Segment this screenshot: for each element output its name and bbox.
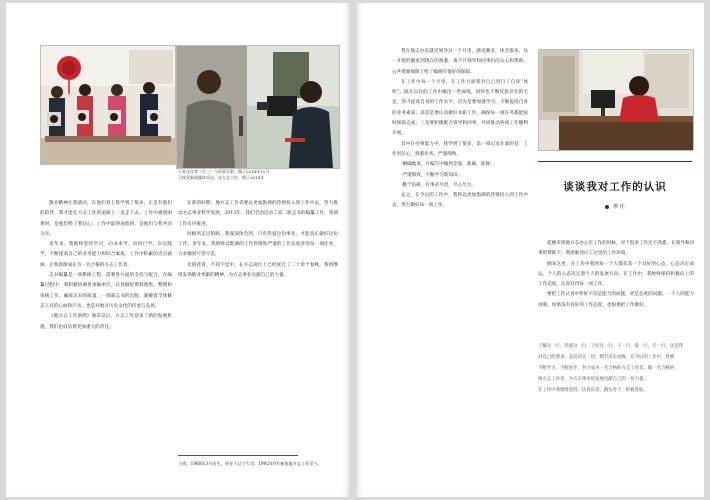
photo-caption [178, 169, 338, 181]
title-divider [538, 161, 692, 162]
footnote-rule [178, 455, 298, 456]
left-column-1 [40, 199, 172, 489]
author-photo-image [539, 50, 693, 150]
paragraph: 志书编纂是一项系统工程，需要各方面的支持与配合。在编纂过程中，我积极协调各承编单位，认真做好资料收集、整理和审核工作，确保志书的质量。一部部志书的出版，凝聚着全体修志人员的心血和汗水，也是对地方历史文化的传承与弘扬。 [40, 273, 172, 309]
paragraph: 回顾所走过的路，我深深体会到，只有热爱这份事业，才能真正做好这份工作。多年来，我始终以饱满的工作热情和严谨的工作态度对待每一项任务，力求做到尽善尽美。 [178, 231, 338, 258]
caption-line-2: ②接受新闻媒体采访，谈方志工作，摄于2014年 [178, 175, 265, 180]
caption-line-1: ①本文作者（左三）与同事合影，摄于2014年11月 [178, 169, 270, 174]
paragraph: 多年来，我始终坚持学习，向书本学，向同行学，向实践学，不断提高自己的业务能力和综合素质。工作中积累的点点滴滴，让我逐渐成长为一名合格的方志工作者。 [40, 242, 172, 268]
byline [538, 203, 692, 210]
handwritten-line: 在工作中我始终坚持：认真负责，踏实肯干，积极进取。 [538, 388, 648, 393]
author-photo [538, 49, 694, 151]
handwritten-section [538, 341, 694, 491]
right-page [356, 3, 704, 497]
interview-photo [176, 45, 340, 169]
interview-photo-image [177, 46, 339, 168]
group-photo [40, 45, 176, 165]
paragraph: 在新的时期，地方志工作者要以更加饱满的热情投入到工作中去，努力推动方志事业科学发展。2013年，我们全面启动了第二轮志书的编纂工作，各项工作有序推进。 [178, 201, 338, 227]
bullet-item: ·严谨细致，不断学习新知识； [401, 172, 463, 178]
paragraph: 其中在办事能力中，我学到了很多，第一项记录在案的是：工作责任心、熟悉业务、严谨细致。 [392, 141, 528, 157]
paragraph: 要把工作认真中作好不仅是能力的问题，更是态度的问题。一个人的能力再强，如果没有良好的工作态度，也很难把工作做好。 [538, 292, 694, 308]
author-name: 廖 佳 [613, 204, 625, 210]
bullet-item: ·精确地说，在编写中做到全面、准确、客观； [401, 162, 495, 168]
handwritten-line: 了解这一行，热爱这一行，干好这一行。干一行，爱一行，专一行，这是我 [538, 344, 683, 349]
handwritten-line: 不断学习，不断进步，努力成为一名合格的方志工作者。做一名合格的 [538, 366, 675, 371]
paragraph: 起刚来到地方志办公室工作的时候，对于很多工作还不熟悉，在领导和同事的帮助下，我逐渐适应了这里的工作环境。 [538, 241, 694, 257]
group-photo-image [41, 46, 175, 164]
paragraph: 总之，在今后的工作中，我将以更加饱满的热情投入到工作中去，努力做好每一项工作。 [392, 193, 528, 209]
handwritten-line: 地方志工作者，为方志事业的发展贡献自己的一份力量。 [538, 377, 648, 382]
paragraph: 在工作中每一个月里，在工作方面我对自己进行了自身“体检”。既在以往的工作中做出一些成绩，同时也不断反思存在的不足，努力提高自身的工作水平。首先是要加强学习，不断提高自身的业务素质；其次是要认真做好本职工作，确保每一项任务都能按时保质完成；三是要积极配合领导和同事，共同推动各项工作顺利开展。 [392, 79, 528, 137]
right-column-1 [392, 47, 528, 487]
article-title: 谈谈我对工作的认识 [563, 181, 667, 193]
paragraph: 敬业精神让我感动，在他们身上我学到了很多。正是有他们的陪伴，我才能在方志工作的道路上一直走下去。工作中遇到困难时，是他们给了我信心；工作中取得成绩时，是他们与我共同分享。 [40, 201, 172, 237]
paragraph: 我在地志办室就近领导这一个月里，感受颇多，体会很多。从一开始的紧张到现在的熟悉，离不开领导和同事们的关心和帮助。公共资源保障上给了编修有很好的保障。 [392, 49, 528, 75]
bullet-item: ·勤于钻研，有事必尽责，尽心尽力。 [401, 182, 476, 188]
left-page [6, 3, 350, 497]
handwritten-line: 对自己的要求。态度决定一切，细节决定成败，在今后的工作中，我要 [538, 355, 675, 360]
paragraph: 刚来这里，在工作中我到每一个人都有其一个良好的心态，心态决定命运，个人的心态决定着个人的发展方向。在工作中，我始终保持积极向上的工作态度，认真对待每一项工作。 [538, 261, 694, 288]
paragraph: 光阴荏苒，不知不觉中，在方志岗位上已经度过了二十余个春秋。我将继续发扬敬业奉献的精神，为方志事业贡献自己的力量。 [178, 262, 338, 279]
left-column-2 [178, 199, 338, 449]
author-bio: 王欣，1968年3月出生，毕业于辽宁大学。1992年9月参加地方志工作至今。 [178, 461, 322, 466]
right-column-2 [538, 239, 694, 337]
paragraph: 《地方志工作条例》颁布以后，方志工作迎来了新的发展机遇，我们也肩负着更加重大的责任。 [40, 314, 172, 330]
bullet-dot-icon [605, 205, 609, 209]
